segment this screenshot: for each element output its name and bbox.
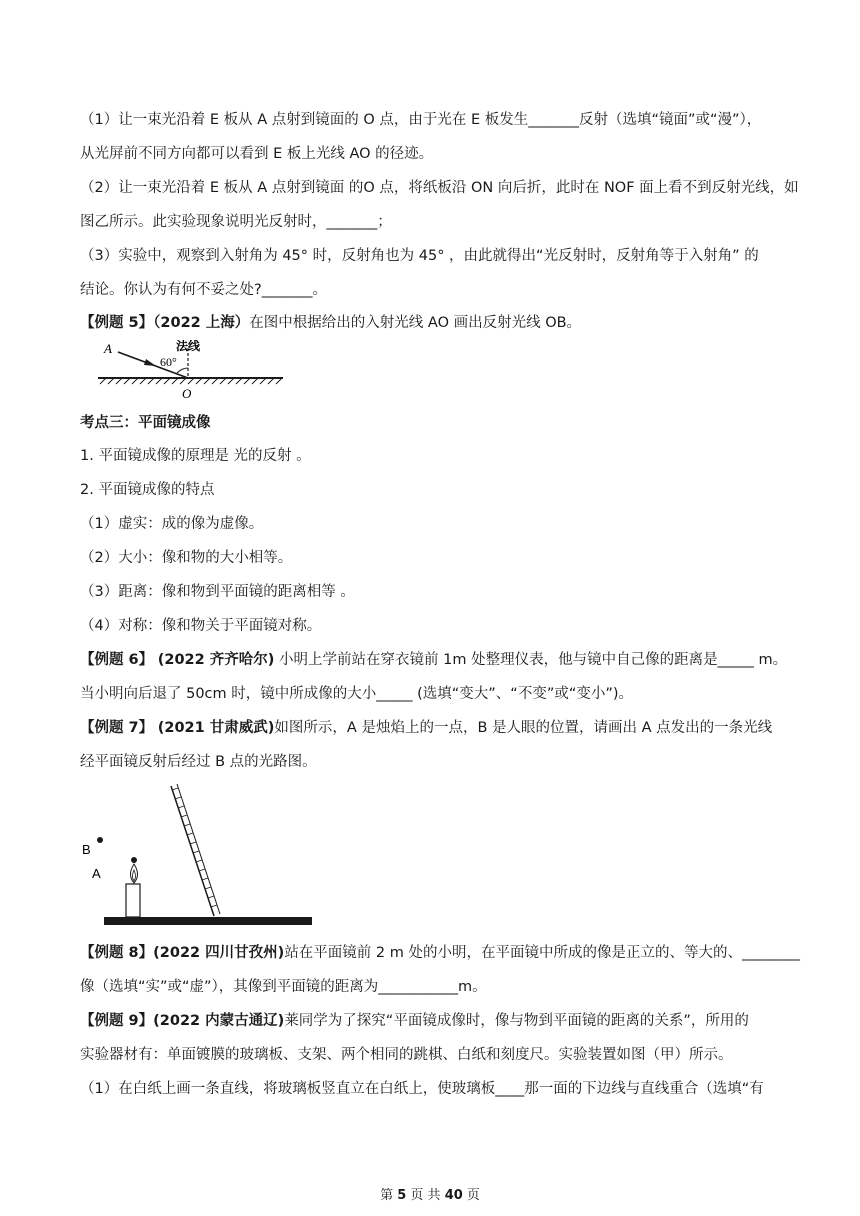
total-pages: 40 (444, 1188, 463, 1203)
example-tag: 【例题 8】 (80, 945, 154, 961)
example-tag: 【例题 7】 (80, 720, 154, 736)
page-footer (0, 1184, 860, 1203)
example-source: （2022 上海） (153, 315, 250, 331)
feature-distance: （3）距离：像和物到平面镜的距离相等 。 (80, 584, 355, 600)
point-b-dot (97, 837, 103, 843)
feature-symmetry: （4）对称：像和物关于平面镜对称。 (80, 618, 322, 634)
page-number: 5 (397, 1188, 407, 1203)
example-text: 在图中根据给出的入射光线 AO 画出反射光线 OB。 (249, 315, 582, 331)
example-tag: 【例题 9】 (80, 1013, 154, 1029)
feature-size: （2）大小：像和物的大小相等。 (80, 550, 293, 566)
example-text: 站在平面镜前 2 m 处的小明，在平面镜中所成的像是正立的、等大的、________ (284, 945, 800, 961)
example-tag: 【例题 5】 (80, 315, 154, 331)
example-6-line-2: 当小明向后退了 50cm 时，镜中所成像的大小_____ (选填“变大”、“不变”或“变小”)。 (80, 686, 634, 702)
example-9-line-2: 实验器材有：单面镀膜的玻璃板、支架、两个相同的跳棋、白纸和刻度尺。实验装置如图（甲）所示。 (80, 1047, 733, 1063)
question-part-2-line-2: 图乙所示。此实验现象说明光反射时，_______； (80, 214, 392, 230)
point-o-label: O (182, 386, 192, 401)
incident-ray-arrow-icon (144, 359, 156, 366)
example-tag: 【例题 6】 (80, 652, 154, 668)
flame-icon (131, 864, 138, 883)
question-part-3-line-1: （3）实验中，观察到入射角为 45° 时，反射角也为 45° ，由此就得出“光反射时，反射角等于入射角” 的 (80, 248, 759, 264)
section-heading-kp3: 考点三：平面镜成像 (80, 415, 211, 431)
question-part-1-line-1: （1）让一束光沿着 E 板从 A 点射到镜面的 O 点，由于光在 E 板发生_______反射（选填“镜面”或“漫”）， (80, 112, 762, 128)
question-part-2-line-1: （2）让一束光沿着 E 板从 A 点射到镜面 的O 点，将纸板沿 ON 向后折，此时在 NOF 面上看不到反射光线，如 (80, 180, 799, 196)
example-6-heading (80, 650, 787, 670)
feature-virtual: （1）虚实：成的像为虚像。 (80, 516, 264, 532)
example-9-line-3: （1）在白纸上画一条直线，将玻璃板竖直立在白纸上，使玻璃板____那一面的下边线与直线重合（选填“有 (80, 1081, 764, 1097)
angle-arc (177, 368, 188, 373)
footer-suffix: 页 (466, 1188, 480, 1203)
example-5-heading (80, 313, 581, 333)
reflection-figure (98, 340, 283, 402)
question-part-3-line-2: 结论。你认为有何不妥之处?_______。 (80, 282, 327, 298)
example-8-heading (80, 943, 800, 963)
example-7-heading (80, 718, 772, 738)
example-7-line-2: 经平面镜反射后经过 B 点的光路图。 (80, 754, 317, 770)
example-source: (2021 甘肃威武) (157, 720, 275, 736)
angle-label: 60° (160, 355, 177, 369)
example-8-line-2: 像（选填“实”或“虚”），其像到平面镜的距离为___________m。 (80, 979, 487, 995)
example-source: (2022 齐齐哈尔) (157, 652, 275, 668)
example-9-heading (80, 1011, 749, 1031)
example-text: 如图所示，A 是烛焰上的一点，B 是人眼的位置，请画出 A 点发出的一条光线 (274, 720, 773, 736)
example-text: 小明上学前站在穿衣镜前 1m 处整理仪表，他与镜中自己像的距离是_____ m。 (279, 652, 788, 668)
table-base (104, 917, 312, 925)
question-part-1-line-2: 从光屏前不同方向都可以看到 E 板上光线 AO 的径迹。 (80, 146, 434, 162)
point-a-label: A (92, 866, 101, 881)
candle-mirror-figure (78, 782, 318, 932)
features-heading: 2. 平面镜成像的特点 (80, 482, 215, 498)
example-source: (2022 内蒙古通辽) (153, 1013, 285, 1029)
footer-middle: 页 共 (410, 1188, 441, 1203)
point-a-dot (131, 857, 137, 863)
normal-label: 法线 (176, 340, 201, 353)
example-text: 莱同学为了探究“平面镜成像时，像与物到平面镜的距离的关系”，所用的 (284, 1013, 749, 1029)
point-a-label: A (104, 341, 112, 356)
example-source: (2022 四川甘孜州) (153, 945, 285, 961)
inclined-mirror (171, 784, 220, 916)
footer-prefix: 第 (380, 1188, 394, 1203)
point-b-label: B (82, 842, 91, 857)
principle-line: 1. 平面镜成像的原理是 光的反射 。 (80, 448, 311, 464)
candle-body (126, 884, 140, 917)
